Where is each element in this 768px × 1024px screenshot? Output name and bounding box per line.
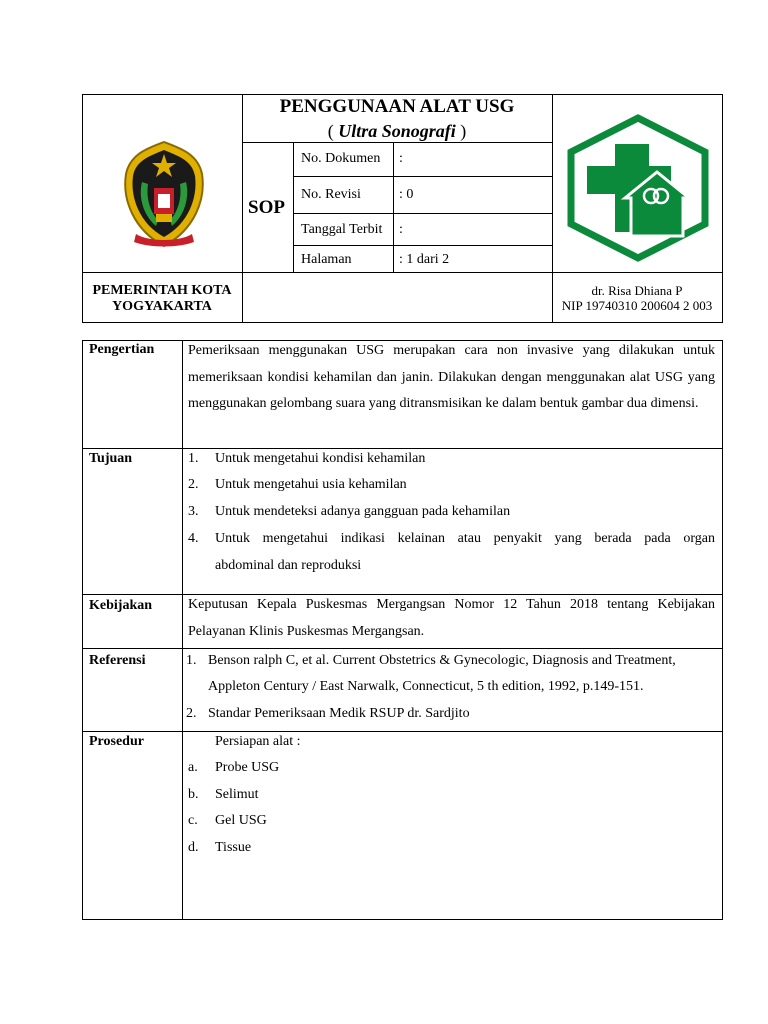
kebijakan-text: Keputusan Kepala Puskesmas Mergangsan Nomor 12 Tahun 2018 tentang Kebijakan Pelayanan Klinis Puskesmas Mergangsan. — [188, 597, 715, 639]
tujuan-item-2: Untuk mengetahui usia kehamilan — [215, 477, 407, 492]
pengertian-text: Pemeriksaan menggunakan USG merupakan cara non invasive yang dilakukan untuk memeriksaan kondisi kehamilan dan janin. Dilakukan dengan menggunakan alat USG yang menggunakan gelombang suara yang ditransmisikan ke dalam bentuk gambar dua dimensi. — [188, 343, 715, 411]
puskesmas-logo-icon — [565, 114, 711, 262]
signer-name: dr. Risa Dhiana P — [591, 283, 683, 298]
signer-nip: NIP 19740310 200604 2 003 — [561, 298, 713, 313]
revision-value: : 0 — [399, 187, 414, 202]
tujuan-num-3: 3. — [188, 504, 199, 519]
tujuan-item-4-line2: abdominal dan reproduksi — [215, 558, 362, 573]
issue-date-label: Tanggal Terbit — [301, 222, 383, 237]
kebijakan-label: Kebijakan — [89, 598, 153, 613]
referensi-item-2: Standar Pemeriksaan Medik RSUP dr. Sardjito — [208, 706, 470, 721]
sop-label: SOP — [248, 197, 285, 218]
page-value: : 1 dari 2 — [399, 252, 450, 267]
page-label: Halaman — [301, 252, 352, 267]
referensi-item-1-line1: Benson ralph C, et al. Current Obstetrics & Gynecologic, Diagnosis and Treatment, — [208, 653, 676, 668]
prosedur-intro: Persiapan alat : — [215, 734, 301, 749]
tujuan-label: Tujuan — [89, 451, 133, 466]
pengertian-label: Pengertian — [89, 342, 155, 357]
referensi-label: Referensi — [89, 653, 146, 668]
doc-number-value: : — [399, 151, 403, 166]
tujuan-num-2: 2. — [188, 477, 199, 492]
revision-label: No. Revisi — [301, 187, 361, 202]
org-name-line2: YOGYAKARTA — [112, 299, 212, 314]
referensi-num-1: 1. — [186, 653, 197, 668]
prosedur-item-c: Gel USG — [215, 813, 267, 828]
issue-date-value: : — [399, 222, 403, 237]
yogyakarta-emblem-icon — [118, 138, 210, 250]
prosedur-letter-b: b. — [188, 787, 199, 802]
org-name-line1: PEMERINTAH KOTA — [92, 283, 232, 298]
prosedur-letter-a: a. — [188, 760, 198, 775]
referensi-item-1-line2: Appleton Century / East Narwalk, Connecticut, 5 th edition, 1992, p.149-151. — [208, 679, 644, 694]
tujuan-num-4: 4. — [188, 531, 199, 546]
document-title: PENGGUNAAN ALAT USG — [279, 96, 515, 117]
tujuan-num-1: 1. — [188, 451, 199, 466]
prosedur-letter-d: d. — [188, 840, 199, 855]
doc-number-label: No. Dokumen — [301, 151, 381, 166]
prosedur-letter-c: c. — [188, 813, 198, 828]
prosedur-item-a: Probe USG — [215, 760, 280, 775]
document-subtitle: ( Ultra Sonografi ) — [327, 121, 467, 141]
tujuan-item-1: Untuk mengetahui kondisi kehamilan — [215, 451, 426, 466]
tujuan-item-3: Untuk mendeteksi adanya gangguan pada kehamilan — [215, 504, 511, 519]
prosedur-item-d: Tissue — [215, 840, 252, 855]
tujuan-item-4-line1: Untuk mengetahui indikasi kelainan atau penyakit yang berada pada organ — [215, 531, 715, 546]
referensi-num-2: 2. — [186, 706, 197, 721]
prosedur-item-b: Selimut — [215, 787, 259, 802]
prosedur-label: Prosedur — [89, 734, 144, 749]
